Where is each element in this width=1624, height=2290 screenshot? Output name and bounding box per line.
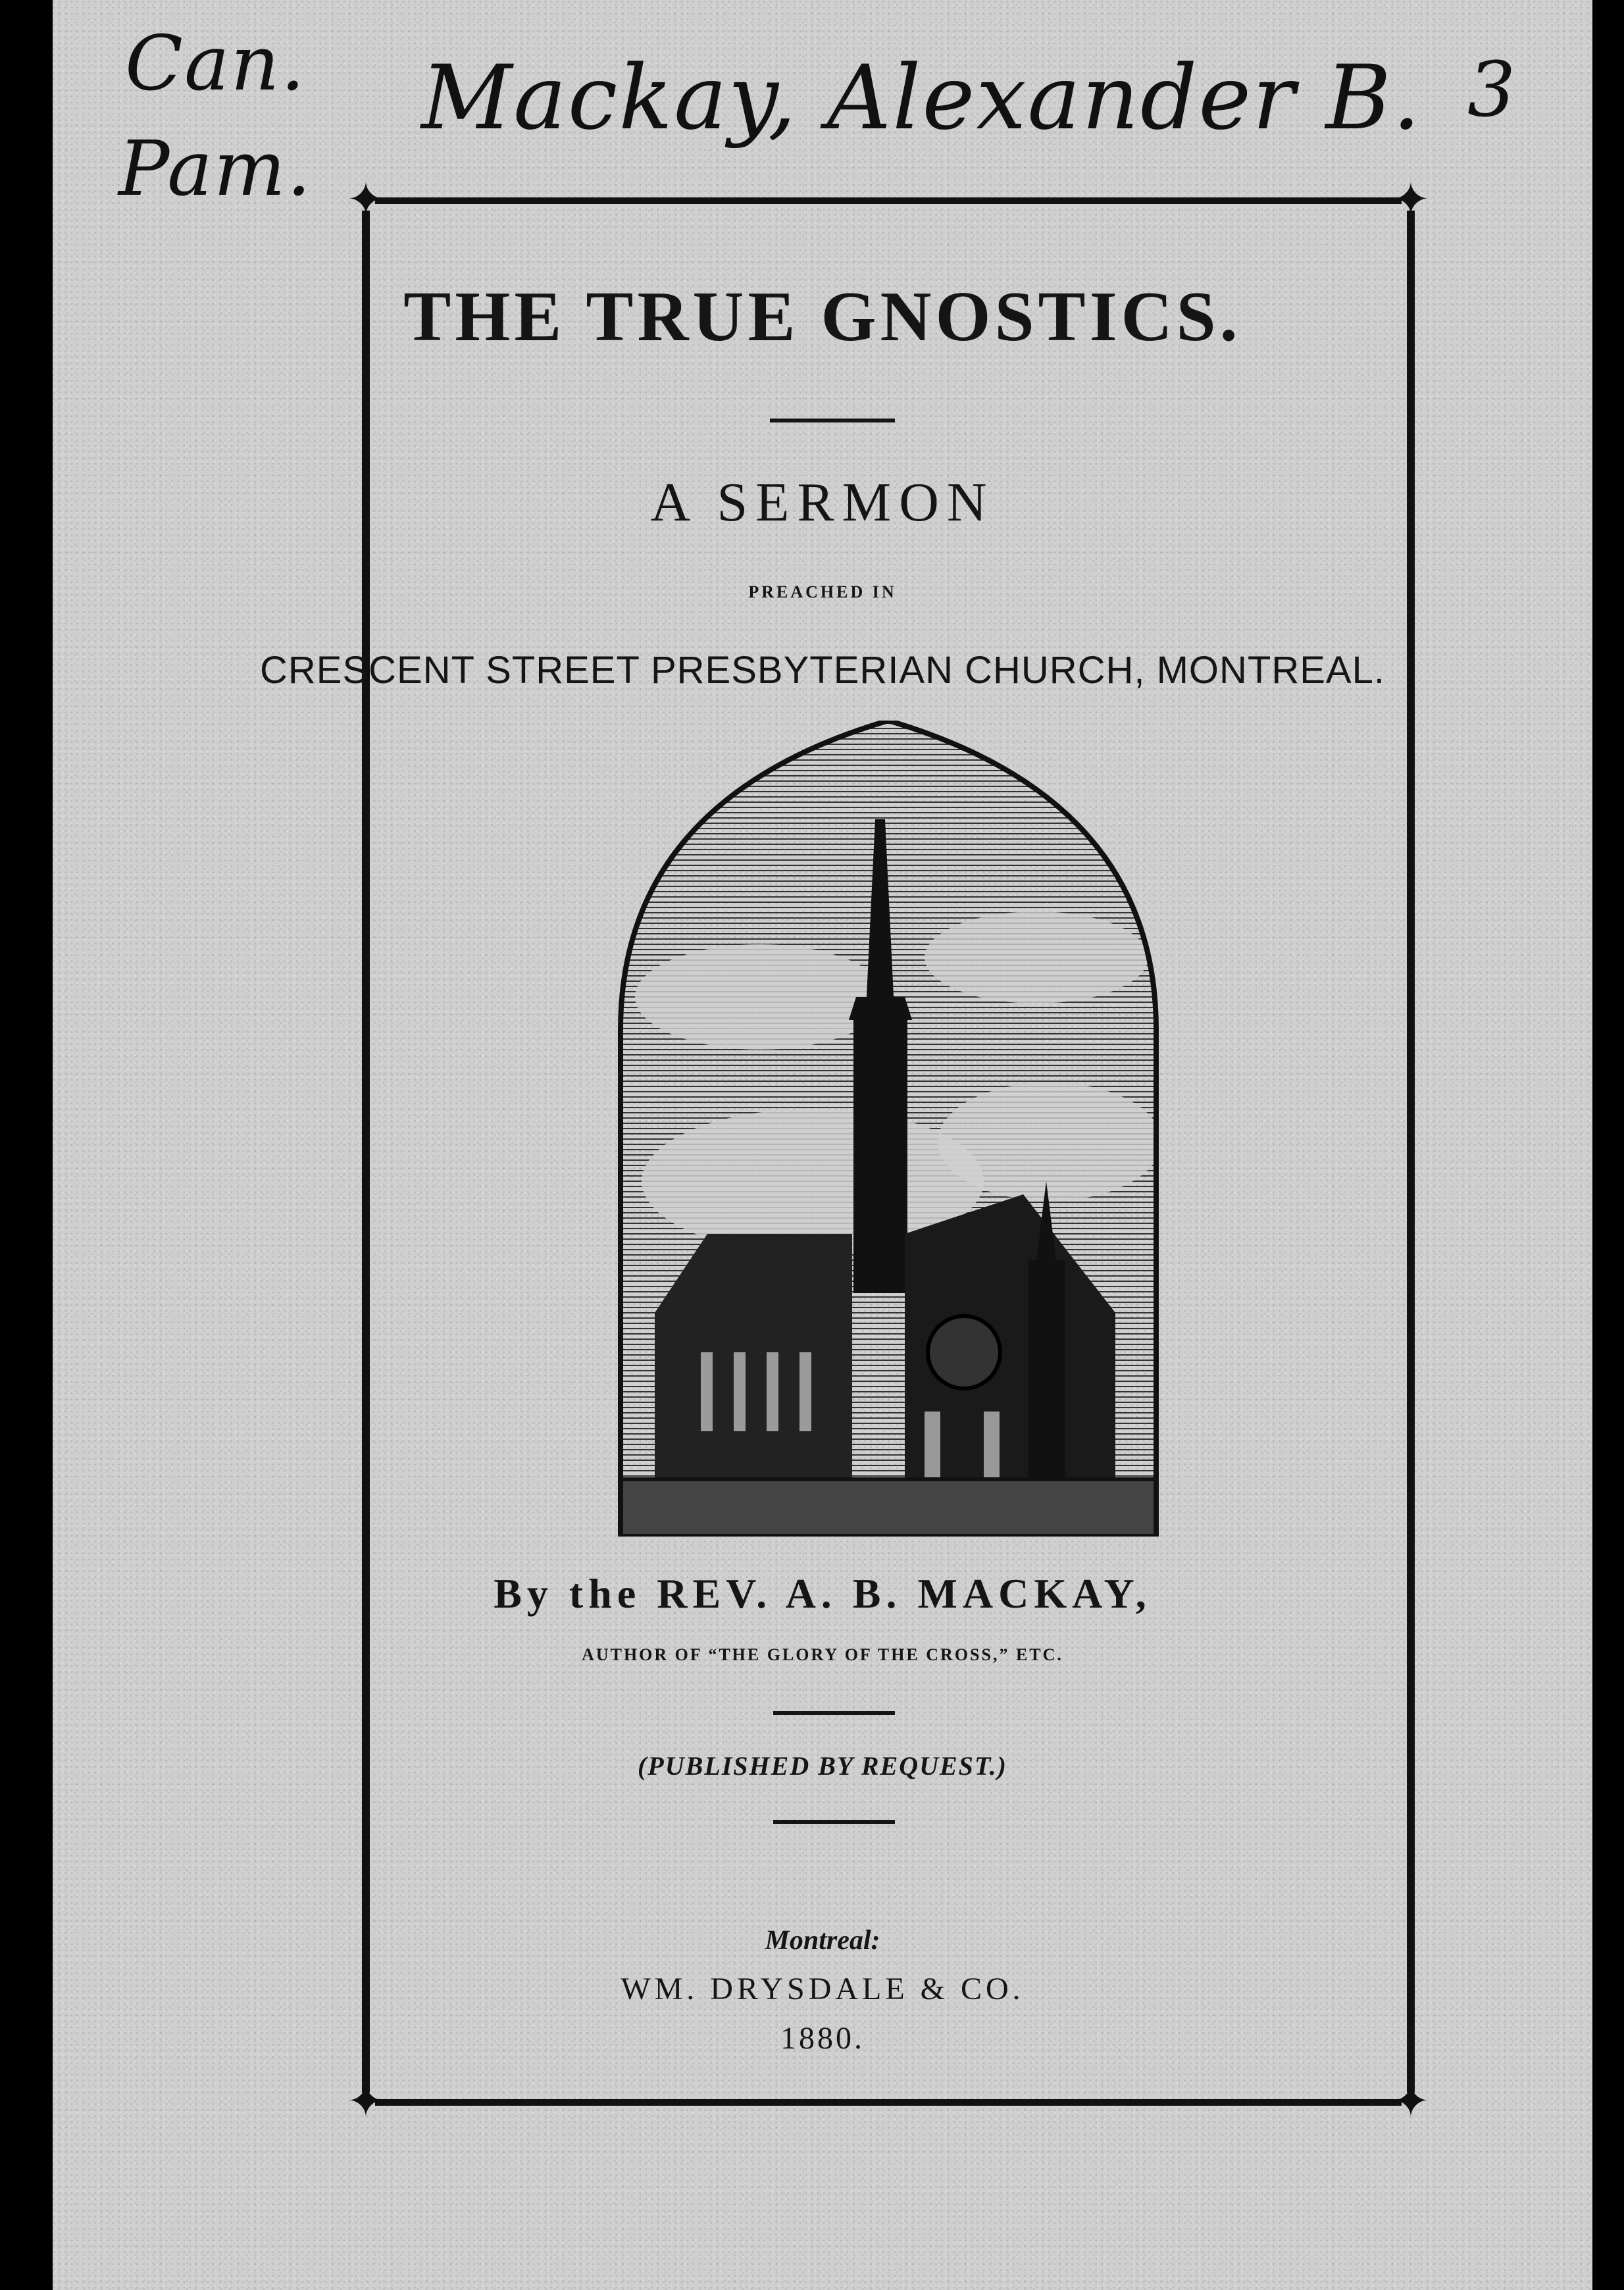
publication-rule (773, 1820, 895, 1824)
corner-ornament-icon: ✦ (1391, 175, 1431, 226)
publication-note: (PUBLISHED BY REQUEST.) (637, 1751, 1007, 1781)
imprint-year: 1880. (780, 2021, 865, 2056)
church-engraving (615, 721, 1161, 1537)
author-note: AUTHOR OF “THE GLORY OF THE CROSS,” ETC. (582, 1645, 1063, 1664)
border-bottom (375, 2099, 1402, 2106)
author-byline: By the REV. A. B. MACKAY, (494, 1570, 1152, 1617)
handwritten-volume-number: 3 (1467, 46, 1517, 134)
title-page (53, 0, 1592, 2290)
corner-ornament-icon: ✦ (346, 175, 386, 226)
title-rule (770, 419, 895, 422)
page-title: THE TRUE GNOSTICS. (403, 278, 1242, 356)
corner-ornament-icon: ✦ (1391, 2077, 1431, 2127)
handwritten-call-number-bottom: Pam. (118, 125, 313, 213)
byline-rule (773, 1711, 895, 1715)
handwritten-call-number-top: Can. (125, 20, 307, 108)
imprint-publisher: WM. DRYSDALE & CO. (621, 1972, 1025, 2006)
border-top (375, 197, 1402, 204)
church-location: CRESCENT STREET PRESBYTERIAN CHURCH, MONTREAL. (260, 649, 1385, 692)
subtitle: A SERMON (650, 472, 995, 533)
preached-in-label: PREACHED IN (748, 582, 897, 601)
imprint-city: Montreal: (765, 1925, 880, 1956)
corner-ornament-icon: ✦ (346, 2077, 386, 2127)
handwritten-author-name: Mackay, Alexander B. (421, 46, 1422, 149)
